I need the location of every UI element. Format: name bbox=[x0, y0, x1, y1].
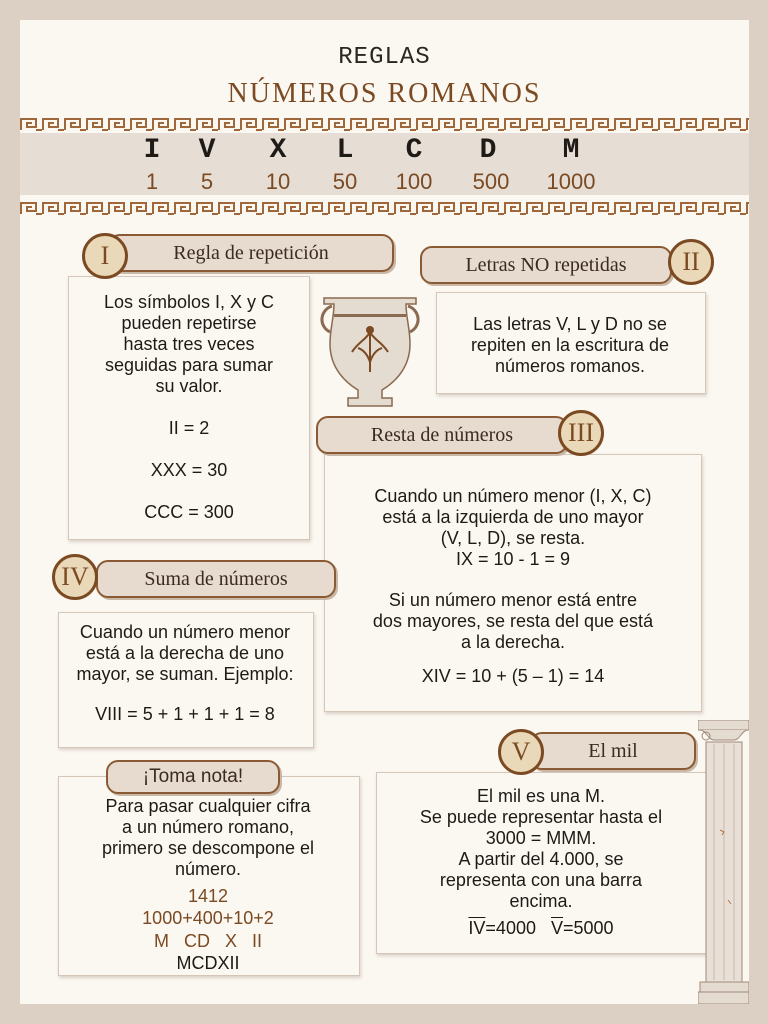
title-top: REGLAS bbox=[338, 44, 431, 71]
rule-3-example: XIV = 10 + (5 – 1) = 14 bbox=[421, 666, 605, 686]
rule-1-text: Los símbolos I, X y C pueden repetirse hasta tres veces seguidas para sumar su valor. bbox=[103, 292, 275, 396]
rule-title-subtraction: Resta de números bbox=[316, 416, 568, 454]
numeral-value: 1 bbox=[145, 169, 159, 194]
rule-1-example: CCC = 300 bbox=[144, 502, 234, 522]
rule-3-text-2: Si un número menor está entre dos mayores, se resta del que está a la derecha. bbox=[372, 590, 654, 652]
rule-title-thousand: El mil bbox=[530, 732, 696, 770]
rule-1-example: II = 2 bbox=[168, 418, 210, 438]
rule-title-repetition: Regla de repetición bbox=[108, 234, 394, 272]
numeral-symbol: I bbox=[143, 135, 161, 166]
numeral-value: 500 bbox=[472, 169, 510, 194]
numeral-value: 5 bbox=[200, 169, 214, 194]
rule-5-text: El mil es una M. Se puede representar hasta el 3000 = MMM. A partir del 4.000, se representa con una barra encima. bbox=[419, 786, 663, 911]
greek-column-illustration bbox=[698, 720, 749, 1004]
rule-3-text: Cuando un número menor (I, X, C) está a la izquierda de uno mayor (V, L, D), se resta. IX = 10 - 1 = 9 bbox=[374, 486, 652, 569]
infographic-sheet bbox=[20, 20, 749, 1004]
numeral-symbol: V bbox=[198, 135, 216, 166]
badge-rule-4: IV bbox=[52, 554, 98, 600]
note-title: ¡Toma nota! bbox=[106, 760, 280, 794]
numeral-symbol: X bbox=[269, 135, 287, 166]
numerals-band bbox=[20, 117, 749, 217]
rule-4-example: VIII = 5 + 1 + 1 + 1 = 8 bbox=[95, 704, 275, 724]
greek-vase-illustration bbox=[314, 290, 426, 414]
numeral-symbol: D bbox=[479, 135, 497, 166]
rule-1-example: XXX = 30 bbox=[150, 460, 228, 480]
page-title: NÚMEROS ROMANOS bbox=[227, 78, 542, 109]
numeral-value: 10 bbox=[265, 169, 291, 194]
badge-rule-1: I bbox=[82, 233, 128, 279]
rule-title-no-repeat: Letras NO repetidas bbox=[420, 246, 672, 284]
numeral-value: 100 bbox=[395, 169, 433, 194]
numeral-symbol: M bbox=[562, 135, 580, 166]
note-decomposition: 1000+400+10+2 bbox=[142, 908, 274, 928]
rule-4-text: Cuando un número menor está a la derecha de uno mayor, se suman. Ejemplo: bbox=[76, 622, 294, 684]
rule-2-text: Las letras V, L y D no se repiten en la escritura de números romanos. bbox=[470, 314, 670, 376]
note-result: MCDXII bbox=[176, 953, 240, 973]
numeral-symbol: L bbox=[336, 135, 354, 166]
note-number: 1412 bbox=[187, 886, 229, 906]
greek-key-border-bottom bbox=[20, 201, 749, 215]
rule-title-addition: Suma de números bbox=[96, 560, 336, 598]
badge-rule-3: III bbox=[558, 410, 604, 456]
rule-5-example: $\overline{IV}=4000$ $\overline{V}=5000$ bbox=[468, 918, 614, 938]
numeral-symbol: C bbox=[405, 135, 423, 166]
greek-key-border-top bbox=[20, 117, 749, 131]
badge-rule-2: II bbox=[668, 239, 714, 285]
numeral-value: 50 bbox=[332, 169, 358, 194]
note-text: Para pasar cualquier cifra a un número romano, primero se descompone el número. bbox=[101, 796, 315, 879]
numeral-value: 1000 bbox=[546, 169, 596, 194]
badge-rule-5: V bbox=[498, 729, 544, 775]
note-romans: M CD X II bbox=[153, 931, 263, 951]
